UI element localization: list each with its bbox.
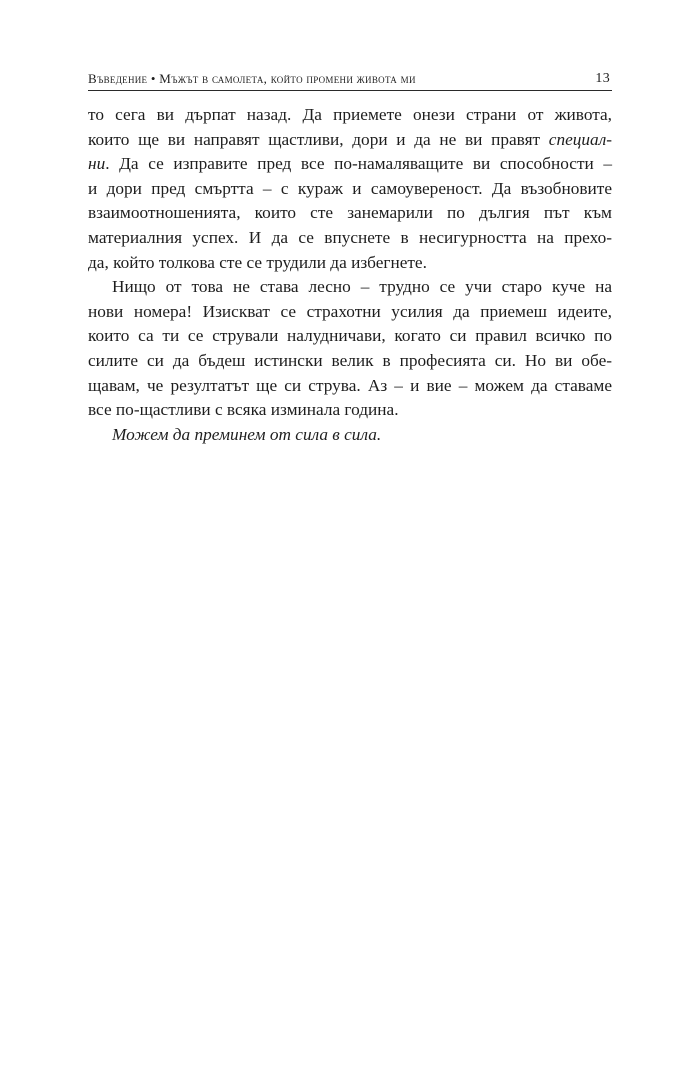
- running-title: Въведение • Мъжът в самолета, който промени живота ми: [88, 71, 416, 86]
- text-line: все по-щастливи с всяка изминала година.: [88, 400, 399, 420]
- text-line: взаимоотношенията, които сте занемарили по дългия път към: [88, 203, 612, 223]
- text-line: щавам, че резултатът ще си струва. Аз – и вие – можем да ставаме: [88, 375, 612, 395]
- text-line: то сега ви дърпат назад. Да приемете онези страни от живота,: [88, 105, 612, 124]
- page-number: 13: [595, 71, 610, 86]
- text-line: да, който толкова сте се трудили да избегнете.: [88, 252, 427, 272]
- italic-word: специал-: [548, 129, 612, 149]
- text-line-segment: . Да се изправите пред все по-намаляващите ви способности –: [105, 154, 612, 174]
- body-text: [88, 103, 612, 447]
- text-line: материалния успех. И да се впуснете в несигурността на прехо-: [88, 227, 612, 247]
- text-line: [88, 152, 612, 177]
- text-line-segment: които ще ви направят щастливи, дори и да не ви правят: [88, 129, 541, 149]
- text-line: Нищо от това не става лесно – трудно се учи старо куче на: [112, 277, 612, 297]
- text-line: нови номера! Изискват се страхотни усилия да приемеш идеите,: [88, 301, 612, 321]
- italic-word: ни: [88, 154, 106, 174]
- text-line: които са ти се стрували налудничави, когато си правил всичко по: [88, 326, 612, 346]
- text-line: [88, 128, 612, 153]
- running-header: [88, 70, 612, 91]
- closing-line: Можем да преминем от сила в сила.: [112, 424, 382, 444]
- text-line: силите си да бъдеш истински велик в професията си. Но ви обе-: [88, 350, 612, 370]
- text-line: и дори пред смъртта – с кураж и самоувереност. Да възобновите: [88, 178, 612, 198]
